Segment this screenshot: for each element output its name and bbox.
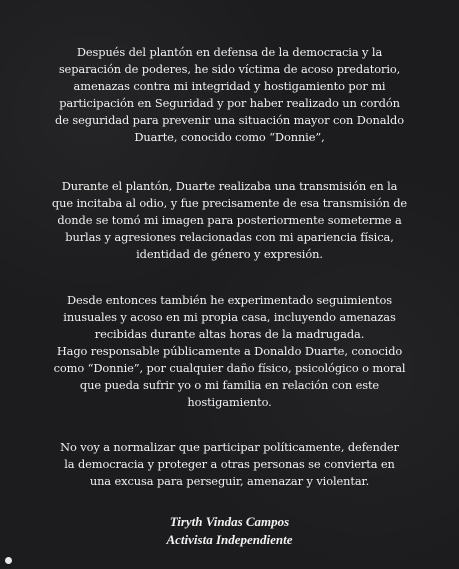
signature-role: Activista Independiente [166, 532, 293, 547]
statement-paragraph-3 [34, 292, 425, 411]
statement-line: donde se tomó mi imagen para posteriormente someterme a [57, 213, 402, 227]
statement-line: separación de poderes, he sido víctima de acoso predatorio, [58, 62, 401, 76]
statement-line: Desde entonces también he experimentado seguimientos [66, 293, 393, 307]
statement-line: recibidas durante altas horas de la madrugada. [94, 327, 365, 341]
statement-paragraph-2 [34, 178, 425, 263]
statement-line: inusuales y acoso en mi propia casa, incluyendo amenazas [63, 310, 396, 324]
statement-line: Después del plantón en defensa de la democracia y la [76, 45, 383, 59]
statement-line: que pueda sufrir yo o mi familia en relación con este [79, 378, 380, 392]
statement-line: como “Donnie”, por cualquier daño físico, psicológico o moral [53, 361, 406, 375]
statement-line: que incitaba al odio, y fue precisamente de esa transmisión de [51, 196, 408, 210]
corner-dot-icon [5, 557, 12, 564]
statement-line: Duarte, conocido como “Donnie”, [134, 130, 325, 144]
statement-line: una excusa para perseguir, amenazar y violentar. [89, 474, 370, 488]
statement-line: No voy a normalizar que participar políticamente, defender [60, 440, 399, 454]
statement-line: hostigamiento. [187, 395, 272, 409]
signature-name: Tiryth Vindas Campos [169, 514, 290, 529]
statement-line: de seguridad para prevenir una situación mayor con Donaldo [55, 113, 404, 127]
statement-line: amenazas contra mi integridad y hostigamiento por mi [73, 79, 386, 93]
statement-line: burlas y agresiones relacionadas con mi apariencia física, [65, 230, 394, 244]
statement-line: la democracia y proteger a otras personas se convierta en [64, 457, 395, 471]
statement-paragraph-4 [34, 439, 425, 490]
statement-line: identidad de género y expresión. [136, 247, 323, 261]
statement-paragraph-1 [34, 44, 425, 146]
statement-line: participación en Seguridad y por haber realizado un cordón [59, 96, 400, 110]
statement-line: Hago responsable públicamente a Donaldo Duarte, conocido [56, 344, 403, 358]
statement-line: Durante el plantón, Duarte realizaba una transmisión en la [61, 179, 398, 193]
